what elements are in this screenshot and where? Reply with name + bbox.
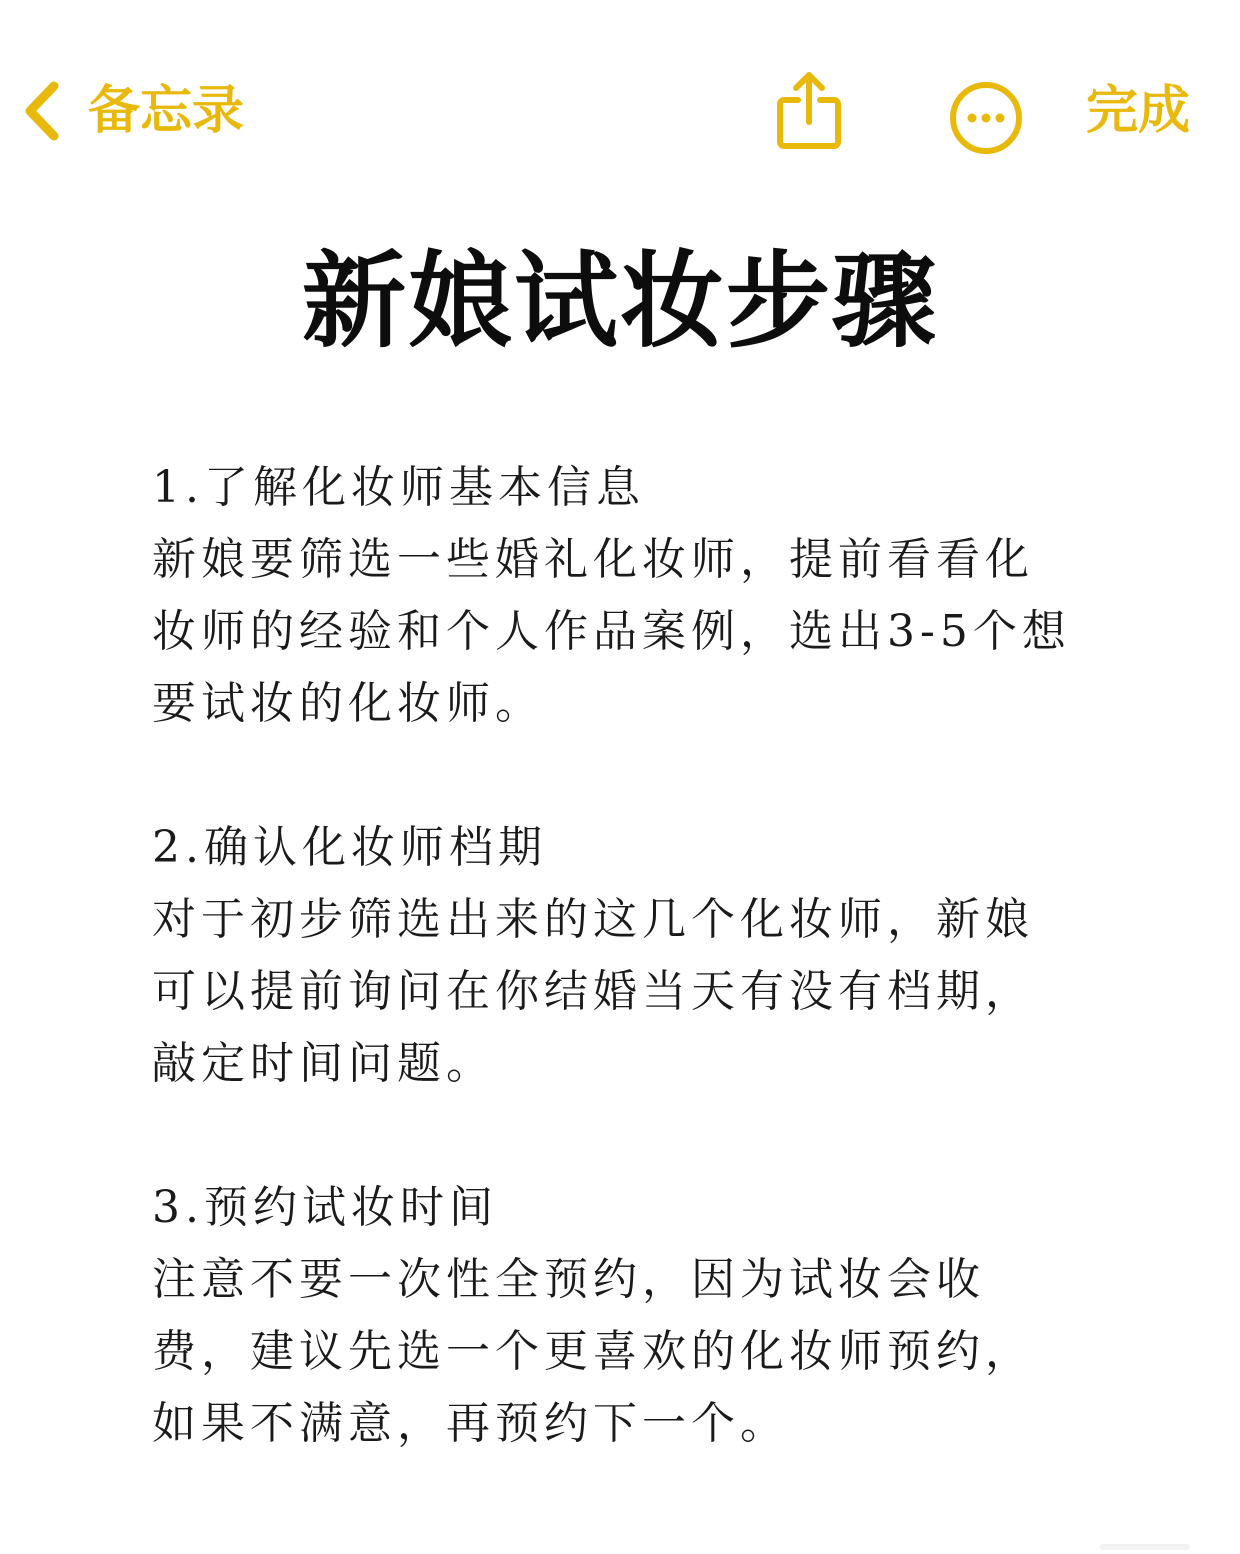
note-section	[152, 812, 1072, 1100]
section-heading: 3.预约试妆时间	[152, 1182, 498, 1233]
section-text: 注意不要一次性全预约，因为试妆会收费，建议先选一个更喜欢的化妆师预约，如果不满意，再预约下一个。	[152, 1254, 1034, 1449]
section-text: 新娘要筛选一些婚礼化妆师，提前看看化妆师的经验和个人作品案例，选出3-5个想要试妆的化妆师。	[152, 534, 1071, 729]
section-text: 对于初步筛选出来的这几个化妆师，新娘可以提前询问在你结婚当天有没有档期，敲定时间问题。	[152, 894, 1034, 1089]
navigation-bar	[0, 0, 1240, 200]
chevron-left-icon	[22, 80, 62, 142]
share-button[interactable]	[776, 70, 842, 152]
section-heading: 2.确认化妆师档期	[152, 822, 547, 873]
done-button[interactable]: 完成	[1086, 81, 1191, 141]
back-label: 备忘录	[88, 81, 245, 141]
ellipsis-circle-icon	[948, 141, 1024, 160]
note-title: 新娘试妆步骤	[301, 240, 938, 362]
note-section	[152, 1172, 1072, 1460]
section-heading: 1.了解化妆师基本信息	[152, 462, 645, 513]
note-body[interactable]	[152, 452, 1072, 1532]
note-section	[152, 452, 1072, 740]
share-icon	[776, 137, 842, 156]
home-indicator	[1100, 1544, 1190, 1550]
more-button[interactable]	[948, 80, 1024, 156]
back-button[interactable]	[22, 78, 244, 144]
